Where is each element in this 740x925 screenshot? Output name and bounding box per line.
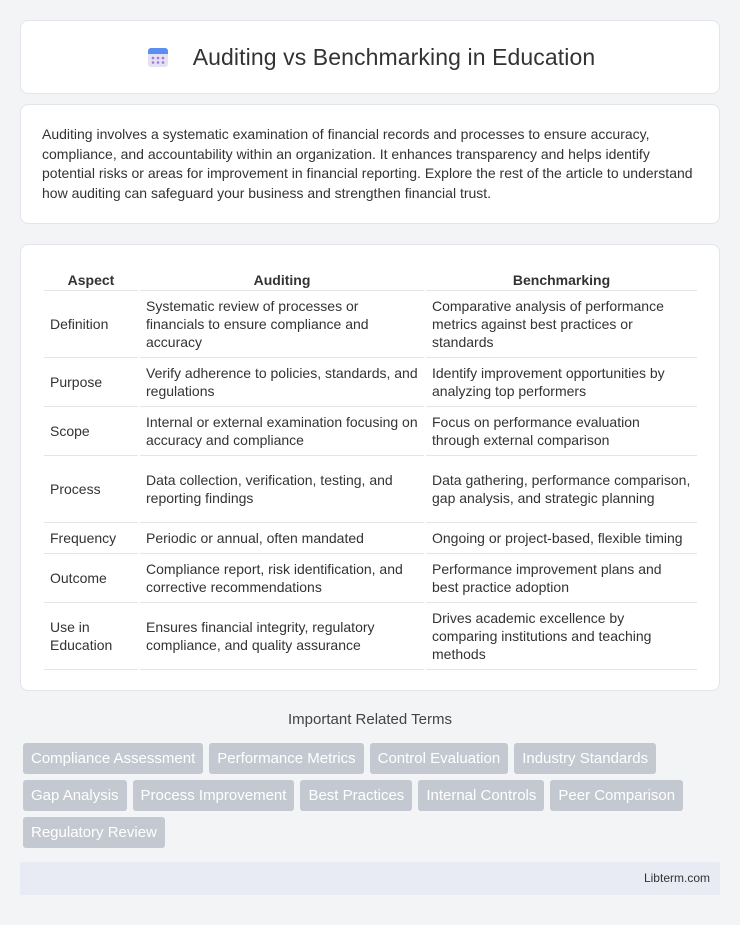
term-tag[interactable]: Control Evaluation — [370, 743, 509, 774]
related-terms-list — [23, 743, 713, 854]
comparison-table — [42, 264, 699, 670]
table-row — [44, 603, 697, 670]
table-cell-benchmarking: Drives academic excellence by comparing institutions and teaching methods — [426, 603, 697, 670]
table-cell-benchmarking: Ongoing or project-based, flexible timing — [426, 523, 697, 554]
term-tag[interactable]: Peer Comparison — [550, 780, 683, 811]
term-tag[interactable]: Performance Metrics — [209, 743, 363, 774]
table-cell-aspect: Use in Education — [44, 603, 138, 670]
table-cell-auditing: Compliance report, risk identification, and corrective recommendations — [140, 554, 424, 603]
footer-site-link[interactable]: Libterm.com — [643, 871, 710, 885]
comparison-table-card — [20, 244, 720, 691]
term-tag[interactable]: Gap Analysis — [23, 780, 127, 811]
table-cell-auditing: Internal or external examination focusing on accuracy and compliance — [140, 407, 424, 456]
table-row — [44, 291, 697, 358]
calendar-icon — [145, 44, 171, 70]
table-cell-benchmarking: Data gathering, performance comparison, gap analysis, and strategic planning — [426, 456, 697, 523]
intro-card — [20, 104, 720, 224]
table-cell-benchmarking: Performance improvement plans and best practice adoption — [426, 554, 697, 603]
term-tag[interactable]: Regulatory Review — [23, 817, 165, 848]
intro-text: Auditing involves a systematic examination of financial records and processes to ensure accuracy, compliance, and accountability within an organization. It enhances transparency and helps identify potential risks or areas for improvement in financial reporting. Explore the rest of the article to understand how auditing can safeguard your business and strengthen financial trust. — [42, 126, 693, 201]
table-cell-benchmarking: Focus on performance evaluation through external comparison — [426, 407, 697, 456]
table-header-row — [44, 264, 697, 291]
term-tag[interactable]: Process Improvement — [133, 780, 295, 811]
table-cell-aspect: Process — [44, 456, 138, 523]
table-cell-aspect: Outcome — [44, 554, 138, 603]
term-tag[interactable]: Best Practices — [300, 780, 412, 811]
term-tag[interactable]: Industry Standards — [514, 743, 656, 774]
table-cell-benchmarking: Identify improvement opportunities by analyzing top performers — [426, 358, 697, 407]
table-cell-auditing: Systematic review of processes or financials to ensure compliance and accuracy — [140, 291, 424, 358]
term-tag[interactable]: Compliance Assessment — [23, 743, 203, 774]
column-header-auditing: Auditing — [140, 264, 424, 291]
table-cell-auditing: Verify adherence to policies, standards, and regulations — [140, 358, 424, 407]
table-cell-aspect: Scope — [44, 407, 138, 456]
table-row — [44, 523, 697, 554]
table-cell-benchmarking: Comparative analysis of performance metrics against best practices or standards — [426, 291, 697, 358]
table-cell-aspect: Frequency — [44, 523, 138, 554]
footer — [20, 862, 720, 895]
table-row — [44, 456, 697, 523]
header-card — [20, 20, 720, 94]
table-row — [44, 554, 697, 603]
column-header-benchmarking: Benchmarking — [426, 264, 697, 291]
related-terms-title: Important Related Terms — [288, 711, 452, 728]
table-cell-auditing: Periodic or annual, often mandated — [140, 523, 424, 554]
table-cell-auditing: Ensures financial integrity, regulatory compliance, and quality assurance — [140, 603, 424, 670]
page-title: Auditing vs Benchmarking in Education — [192, 43, 596, 70]
table-row — [44, 358, 697, 407]
table-row — [44, 407, 697, 456]
table-cell-aspect: Definition — [44, 291, 138, 358]
term-tag[interactable]: Internal Controls — [418, 780, 544, 811]
column-header-aspect: Aspect — [44, 264, 138, 291]
table-cell-aspect: Purpose — [44, 358, 138, 407]
table-cell-auditing: Data collection, verification, testing, and reporting findings — [140, 456, 424, 523]
